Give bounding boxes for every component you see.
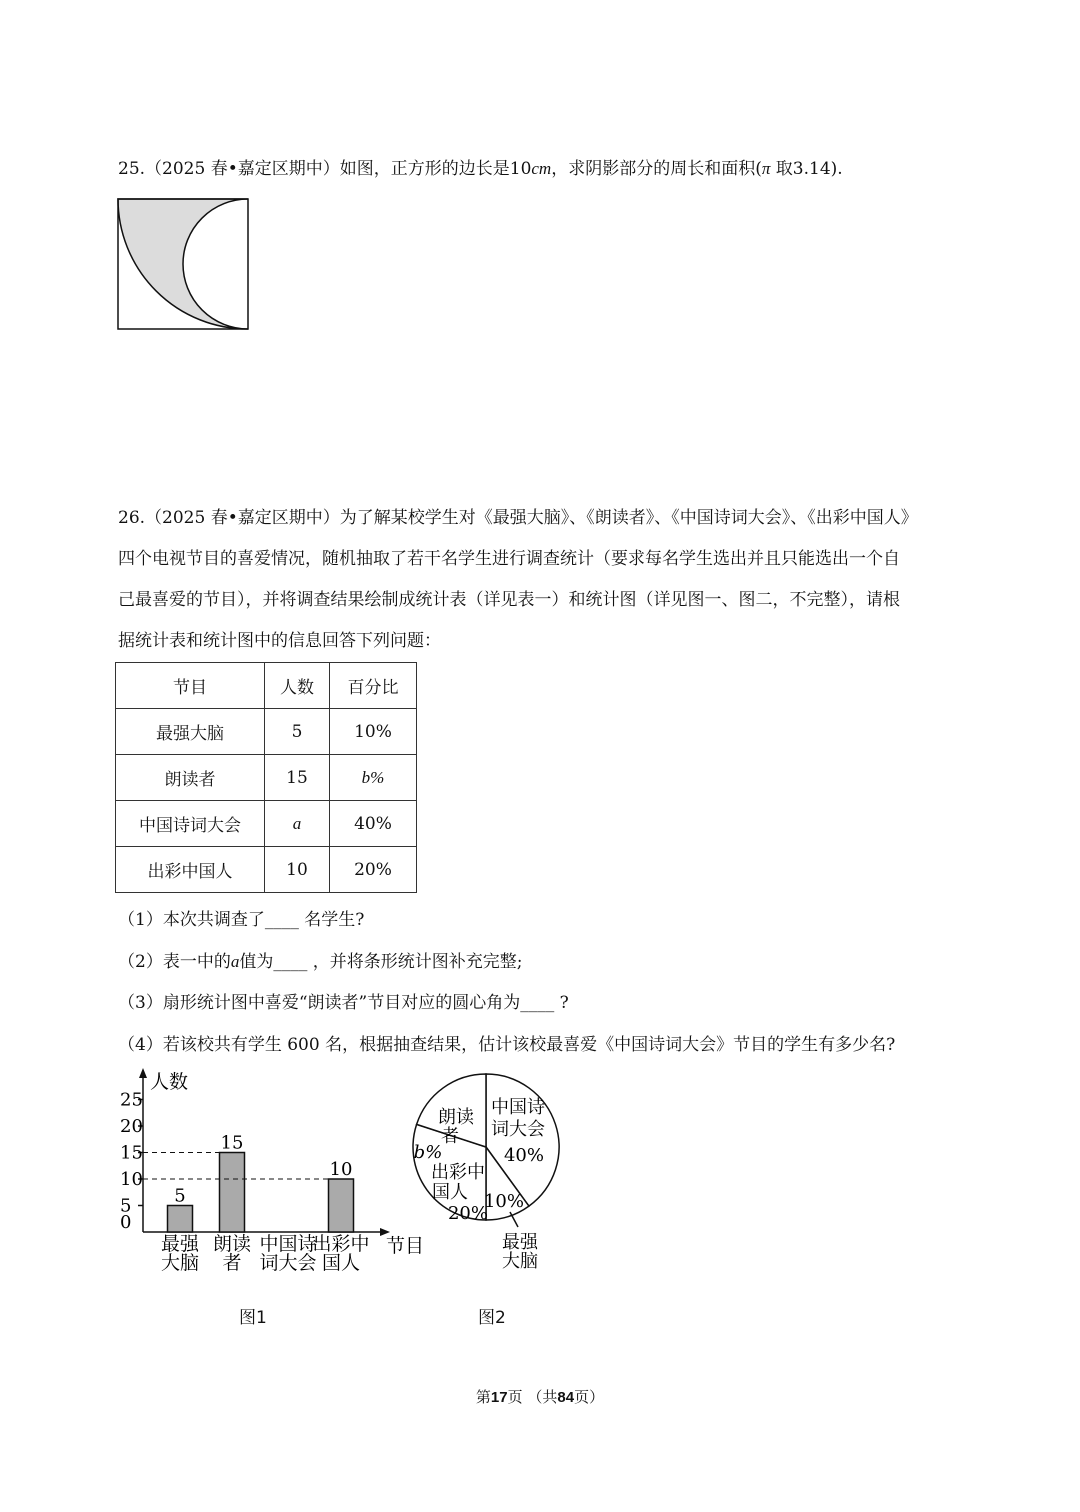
bar — [220, 1153, 245, 1233]
x-tick-label: 出彩中 — [312, 1233, 370, 1255]
y-tick-label: 25 — [120, 1089, 143, 1111]
q2-text-a: （2）表一中的 — [118, 952, 231, 972]
page-footer — [0, 1386, 1080, 1407]
y-axis-label: 人数 — [150, 1071, 189, 1093]
footer-page: 17 — [490, 1389, 508, 1406]
x-tick-label: 国人 — [321, 1252, 361, 1274]
table-cell: 5 — [265, 709, 330, 755]
q2-text-b: 值为____ ，并将条形统计图补充完整; — [239, 952, 523, 972]
bar-data-label: 10 — [329, 1159, 353, 1180]
x-tick-label: 词大会 — [259, 1252, 317, 1274]
footer-mid: 页 （共 — [507, 1388, 558, 1406]
sub-question-2 — [118, 947, 522, 972]
pie-label: 国人 — [432, 1182, 468, 1203]
stat-table — [115, 662, 417, 893]
table-row — [116, 709, 417, 755]
bar-data-label: 15 — [220, 1132, 244, 1154]
table-header: 百分比 — [330, 663, 417, 709]
pie-pct-label: b% — [413, 1142, 443, 1163]
pie-pct-label: 10% — [483, 1191, 525, 1212]
square-figure — [117, 198, 250, 331]
y-tick-label: 10 — [120, 1169, 143, 1190]
bar — [329, 1179, 354, 1232]
y-tick-label: 15 — [120, 1142, 143, 1164]
q26-line2: 四个电视节目的喜爱情况，随机抽取了若干名学生进行调查统计（要求每名学生选出并且只能选出一个自 — [118, 549, 900, 569]
footer-post: 页） — [574, 1388, 605, 1406]
pie-pct-label: 20% — [447, 1203, 489, 1224]
table-header: 人数 — [265, 663, 330, 709]
table-cell: a — [265, 801, 330, 847]
q26-paragraph — [118, 498, 968, 662]
sub-question-1: （1）本次共调查了____ 名学生? — [118, 910, 365, 930]
table-header-row — [116, 663, 417, 709]
table-cell: 10 — [265, 847, 330, 893]
table-cell: 40% — [330, 801, 417, 847]
q25-text-a: 如图，正方形的边长是 — [339, 159, 510, 179]
x-axis-label: 节目 — [386, 1235, 425, 1257]
figure1-caption: 图1 — [239, 1308, 267, 1328]
pie-label: 朗读 — [438, 1107, 474, 1128]
q25-len-unit: cm — [531, 159, 552, 178]
table-cell: 20% — [330, 847, 417, 893]
q26-line1-text: 为了解某校学生对《最强大脑》、《朗读者》、《中国诗词大会》、《出彩中国人》 — [339, 508, 918, 528]
bar-chart — [110, 1062, 430, 1277]
table-header: 节目 — [116, 663, 265, 709]
table-cell: b% — [330, 755, 417, 801]
bar — [168, 1206, 193, 1233]
y-tick-label: 20 — [120, 1116, 143, 1137]
footer-pre: 第 — [475, 1388, 491, 1406]
shaded-region — [118, 199, 248, 329]
table-cell: 朗读者 — [116, 755, 265, 801]
q25-pi: π — [761, 159, 771, 178]
pie-label: 词大会 — [491, 1119, 545, 1140]
q26-number: 26. — [118, 508, 146, 528]
q25-len-value: 10 — [509, 159, 532, 179]
figure2-caption: 图2 — [478, 1308, 506, 1328]
table-row — [116, 755, 417, 801]
x-tick-label: 大脑 — [160, 1252, 200, 1274]
table-cell: 最强大脑 — [116, 709, 265, 755]
y-tick-label: 5 — [120, 1195, 132, 1217]
pie-outside-label: 最强 — [502, 1232, 538, 1253]
q25-text — [118, 157, 843, 181]
pie-pct-label: 40% — [503, 1145, 545, 1166]
q2-var: a — [230, 952, 240, 971]
table-row — [116, 847, 417, 893]
pie-outside-label: 大脑 — [502, 1251, 538, 1272]
x-tick-label: 朗读 — [212, 1233, 252, 1255]
sub-question-4: （4）若该校共有学生 600 名，根据抽查结果，估计该校最喜爱《中国诗词大会》节目的学生有多少名? — [118, 1035, 896, 1055]
footer-total: 84 — [557, 1389, 575, 1406]
y-axis-arrow — [139, 1068, 147, 1078]
x-tick-label: 者 — [222, 1252, 242, 1274]
q26-line3: 己最喜爱的节目），并将调查结果绘制成统计表（详见表一）和统计图（详见图一、图二，不完整），请根 — [118, 590, 900, 610]
bar-data-label: 5 — [174, 1185, 186, 1207]
q26-line4: 据统计表和统计图中的信息回答下列问题： — [118, 631, 441, 651]
q25-source: （2025 春•嘉定区期中） — [145, 159, 340, 179]
pie-label: 者 — [441, 1126, 459, 1147]
table-cell: 15 — [265, 755, 330, 801]
table-cell: 中国诗词大会 — [116, 801, 265, 847]
pie-label: 中国诗 — [491, 1097, 545, 1118]
table-cell: 10% — [330, 709, 417, 755]
y-tick-label: 0 — [120, 1212, 132, 1233]
q26-line1 — [118, 498, 968, 539]
q26-source: （2025 春•嘉定区期中） — [145, 508, 340, 528]
pie-chart — [400, 1062, 580, 1277]
sub-question-3: （3）扇形统计图中喜爱“朗读者”节目对应的圆心角为____ ? — [118, 993, 569, 1013]
q25-text-b: ，求阴影部分的周长和面积( — [551, 159, 762, 179]
table-cell: 出彩中国人 — [116, 847, 265, 893]
x-tick-label: 中国诗 — [259, 1233, 317, 1255]
table-row — [116, 801, 417, 847]
x-tick-label: 最强 — [160, 1233, 200, 1255]
q25-number: 25. — [118, 159, 146, 179]
q25-text-c: 取3.14). — [770, 159, 843, 179]
pie-label: 出彩中 — [431, 1162, 485, 1183]
